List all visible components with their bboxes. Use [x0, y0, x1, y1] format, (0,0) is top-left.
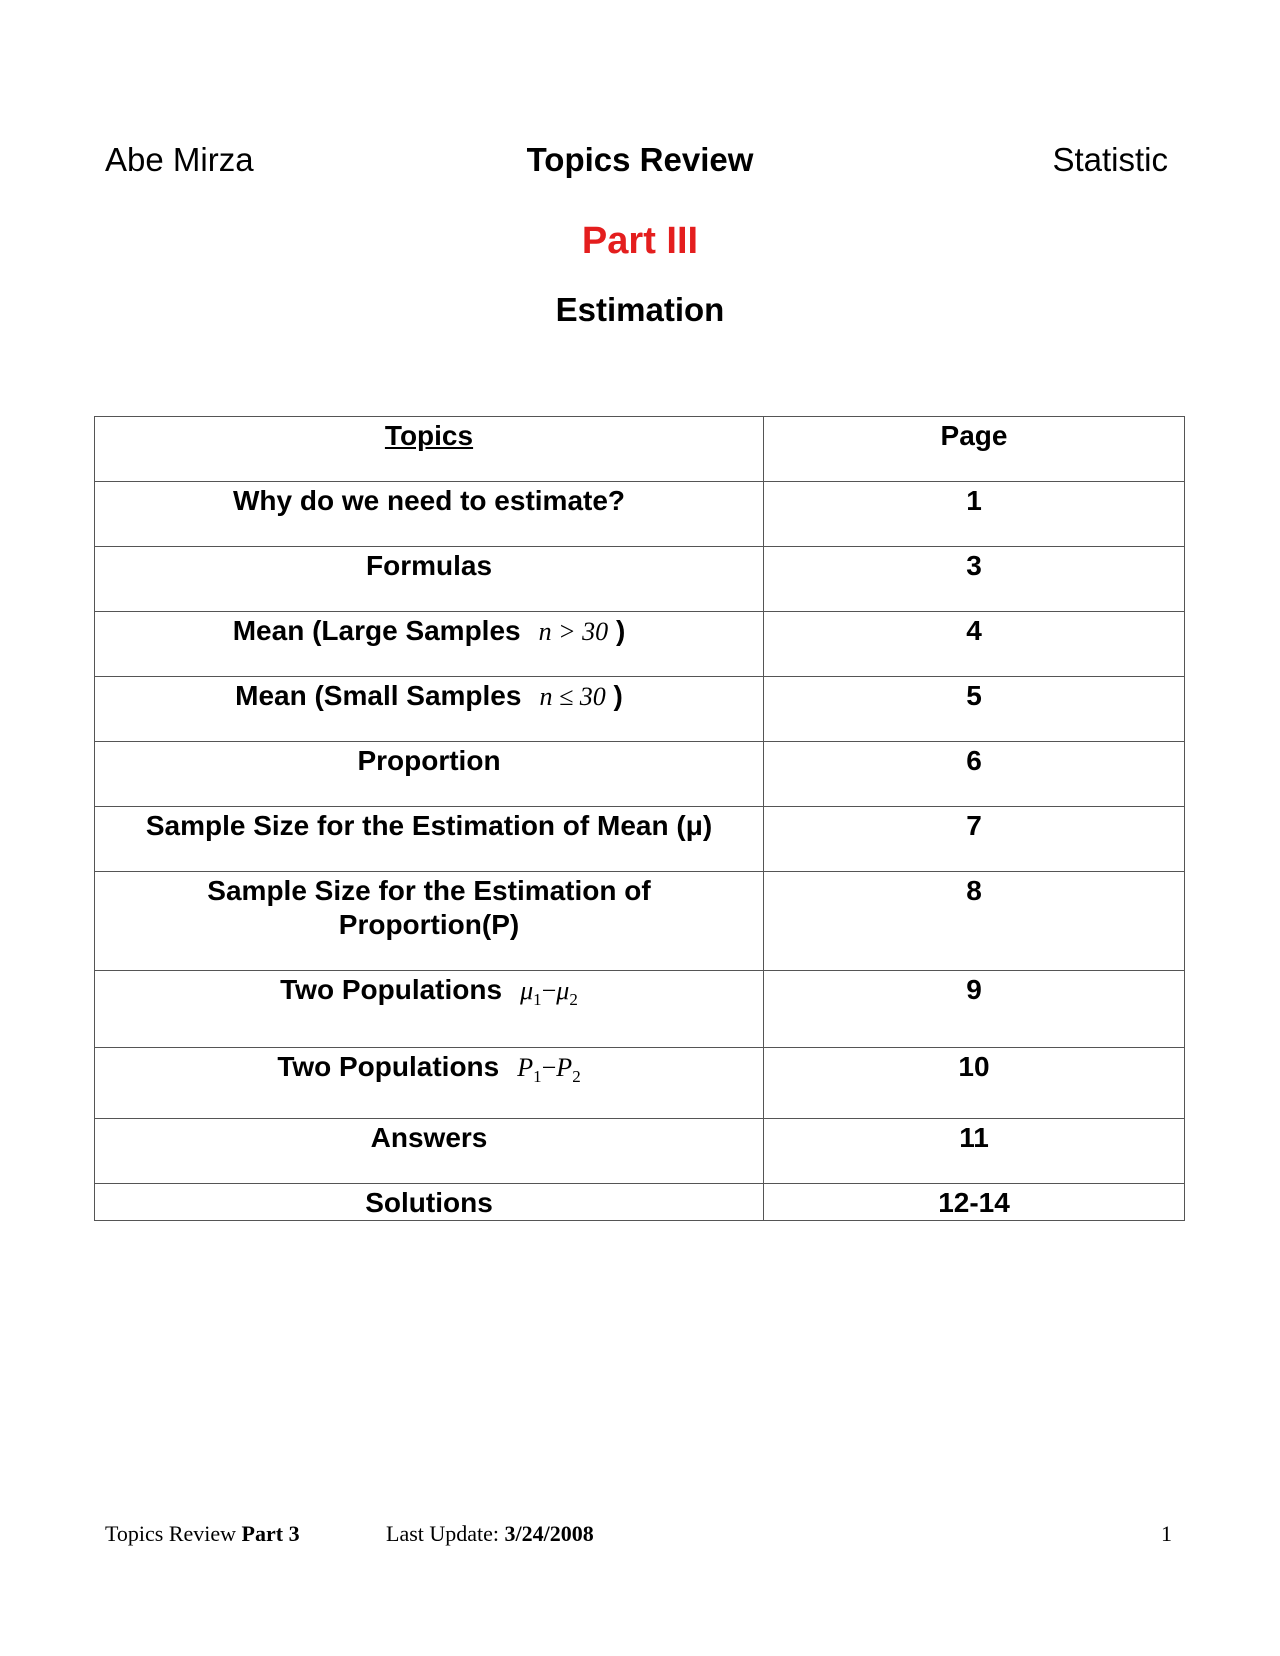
table-row [95, 742, 1185, 807]
table-row [95, 1048, 1185, 1119]
topic-cell: Answers [95, 1119, 764, 1184]
footer-label: Topics Review Part 3 [105, 1521, 300, 1546]
table-row [95, 1184, 1185, 1221]
table-row [95, 872, 1185, 971]
footer-page-number: 1 [1161, 1521, 1172, 1546]
section-title: Estimation [555, 291, 725, 328]
table-row [95, 1119, 1185, 1184]
page-cell: 7 [764, 807, 1185, 872]
header-subject: Statistic [1052, 141, 1168, 178]
math-expression: $\mu_1-\mu_2$ [520, 976, 578, 1009]
topic-cell [95, 677, 764, 742]
page-cell: 8 [764, 872, 1185, 971]
topic-text: Sample Size for the Estimation of [207, 875, 651, 906]
table-row [95, 547, 1185, 612]
table-row [95, 482, 1185, 547]
footer-update: Last Update: 3/24/2008 [386, 1521, 594, 1546]
table-row [95, 677, 1185, 742]
topic-text: Two Populations [280, 974, 503, 1005]
header-title: Topics Review [526, 141, 754, 178]
page-cell: 4 [764, 612, 1185, 677]
math-expression: n > 30 [538, 617, 609, 646]
page-cell: 3 [764, 547, 1185, 612]
topic-cell [95, 612, 764, 677]
table-row [95, 612, 1185, 677]
topic-text: Mean (Small Samples [235, 680, 522, 711]
page-cell: 10 [764, 1048, 1185, 1119]
page-cell: 5 [764, 677, 1185, 742]
topic-text: Mean (Large Samples [232, 615, 521, 646]
topic-close: ) [613, 680, 623, 711]
topic-cell: Why do we need to estimate? [95, 482, 764, 547]
page-cell: 11 [764, 1119, 1185, 1184]
topic-cell: Sample Size for the Estimation of Mean (μ) [95, 807, 764, 872]
math-expression: $P_1-P_2$ [517, 1053, 581, 1086]
header-topics: Topics [95, 417, 764, 482]
topic-cell [95, 872, 764, 971]
page-cell: 12-14 [764, 1184, 1185, 1221]
topic-cell [95, 971, 764, 1048]
header-page: Page [764, 417, 1185, 482]
topic-cell: Proportion [95, 742, 764, 807]
topic-text: Two Populations [277, 1051, 500, 1082]
math-expression: n ≤ 30 [539, 682, 606, 711]
topic-text-line2: Proportion(P) [338, 909, 520, 940]
page-cell: 9 [764, 971, 1185, 1048]
topic-close: ) [615, 615, 626, 646]
topic-cell [95, 1048, 764, 1119]
table-header-row [95, 417, 1185, 482]
topic-cell: Solutions [95, 1184, 764, 1221]
topic-cell: Formulas [95, 547, 764, 612]
header-author: Abe Mirza [105, 141, 254, 178]
table-row [95, 807, 1185, 872]
page-cell: 6 [764, 742, 1185, 807]
part-title: Part III [581, 220, 699, 262]
table-row [95, 971, 1185, 1048]
page-cell: 1 [764, 482, 1185, 547]
topics-table [94, 416, 1185, 1221]
